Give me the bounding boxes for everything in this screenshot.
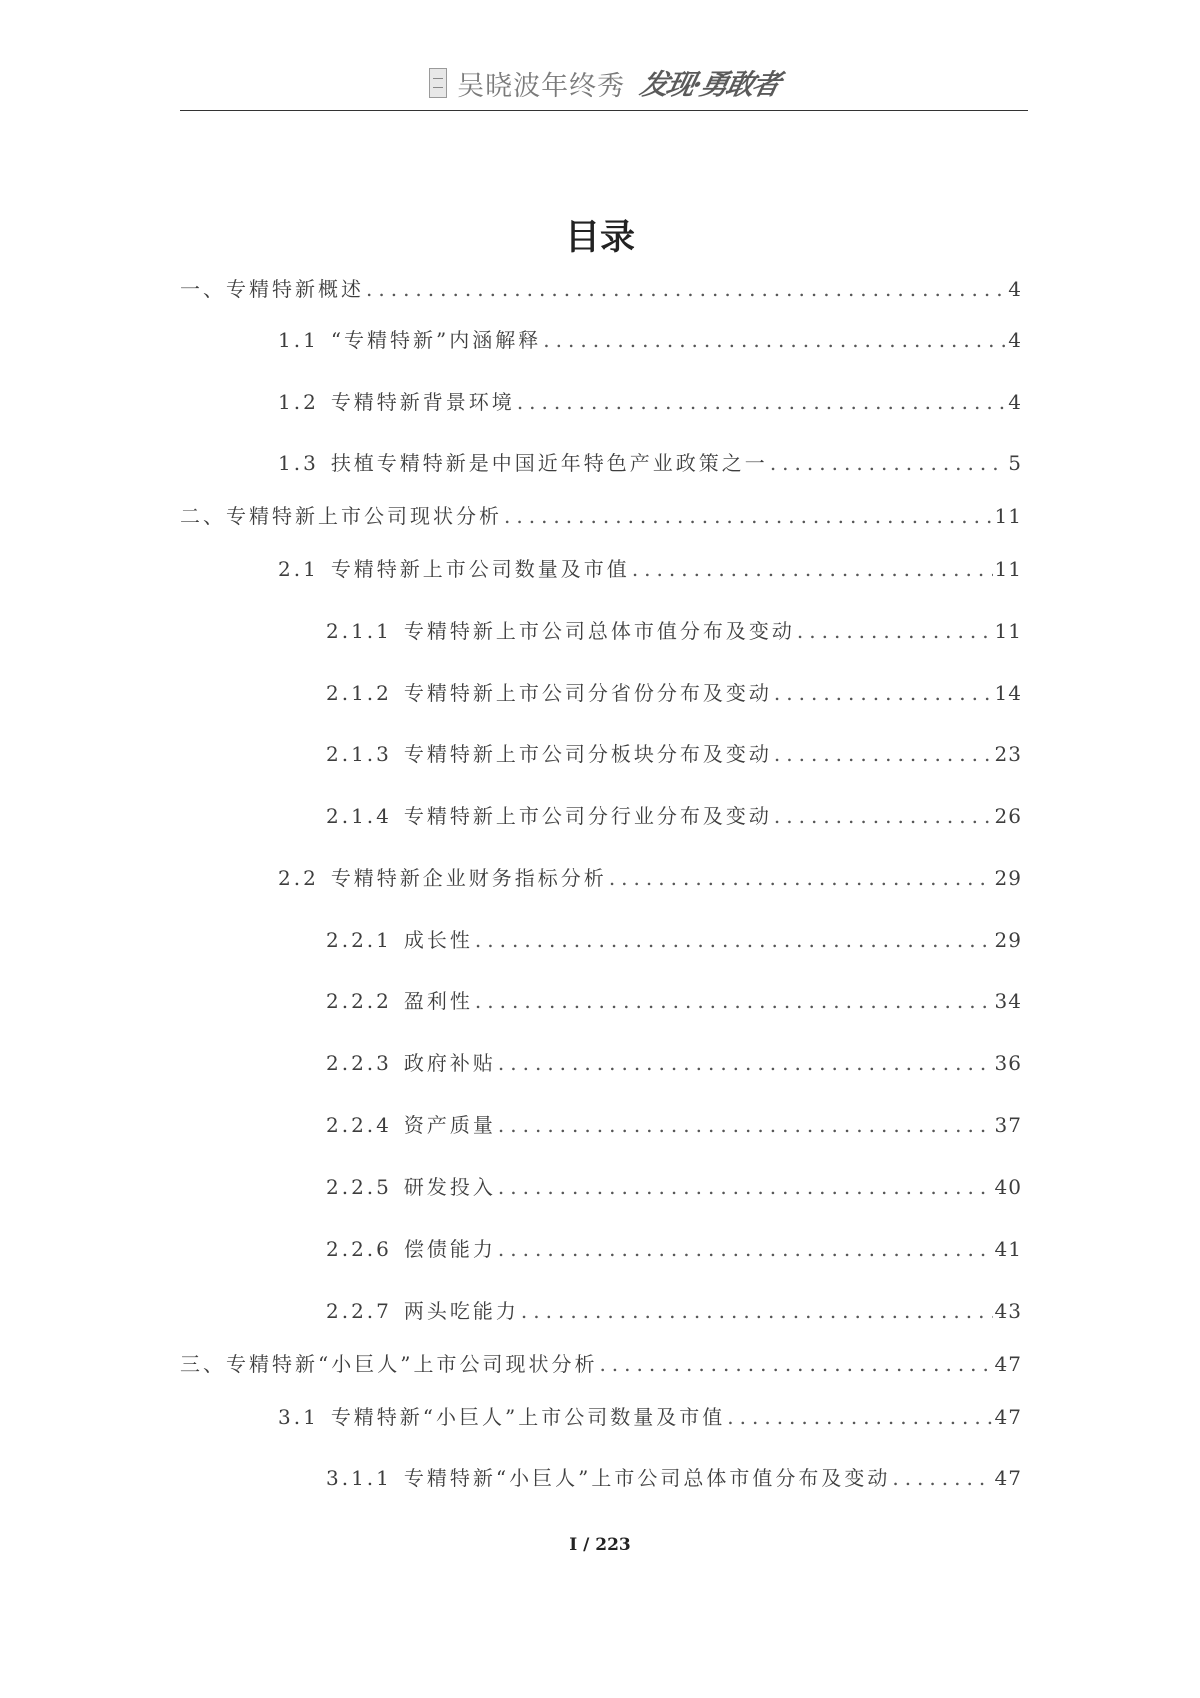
toc-entry-number: 3.1 (278, 1405, 319, 1429)
toc-entry-text: 专精特新背景环境 (330, 390, 515, 414)
toc-entry-page: 4 (1008, 328, 1022, 352)
brush-logo: 发现·勇敢者 (637, 68, 783, 101)
toc-entry-number: 2.2 (278, 866, 319, 890)
toc-entry[interactable] (326, 1297, 1022, 1325)
toc-entry-text: 专精特新“小巨人”上市公司数量及市值 (330, 1405, 726, 1429)
toc-entry-number: 2.2.4 (326, 1113, 392, 1137)
toc-entry-text: 专精特新“小巨人”上市公司总体市值分布及变动 (403, 1466, 891, 1490)
toc-entry-number: 3.1.1 (326, 1466, 392, 1490)
toc-entry[interactable] (326, 1049, 1022, 1077)
toc-entry-number: 1.2 (278, 390, 319, 414)
toc-entry[interactable] (326, 1235, 1022, 1263)
toc-entry-text: 政府补贴 (403, 1051, 496, 1075)
toc-entry[interactable] (180, 275, 1022, 303)
toc-entry-text: 研发投入 (403, 1175, 496, 1199)
toc-entry[interactable] (278, 449, 1022, 477)
toc-leader (774, 802, 993, 830)
toc-entry[interactable] (326, 1464, 1022, 1492)
toc-entry-page: 34 (994, 989, 1022, 1013)
toc-entry-page: 11 (994, 504, 1022, 528)
toc-entry-number: 2.2.7 (326, 1299, 392, 1323)
toc-entry[interactable] (180, 1350, 1022, 1378)
toc-entry-text: 专精特新上市公司分行业分布及变动 (403, 804, 772, 828)
toc-entry[interactable] (326, 802, 1022, 830)
toc-leader (774, 740, 993, 768)
toc-entry-text: 专精特新上市公司数量及市值 (330, 557, 630, 581)
toc-entry-page: 29 (994, 866, 1022, 890)
toc-leader (543, 326, 1006, 354)
toc-entry-number: 2.1.3 (326, 742, 392, 766)
toc-leader (366, 275, 1006, 303)
toc-entry-page: 43 (994, 1299, 1022, 1323)
toc-entry[interactable] (278, 388, 1022, 416)
toc-entry-text: 专精特新上市公司现状分析 (226, 504, 502, 528)
toc-entry-page: 40 (994, 1175, 1022, 1199)
toc-leader (770, 449, 1006, 477)
toc-leader (521, 1297, 993, 1325)
toc-entry-number: 2.2.1 (326, 928, 392, 952)
toc-entry[interactable] (326, 926, 1022, 954)
toc-entry-number: 2.1.1 (326, 619, 392, 643)
toc-entry-number: 一、 (180, 277, 226, 301)
toc-leader (727, 1403, 992, 1431)
header-divider (180, 110, 1028, 111)
page-number: I / 223 (569, 1535, 631, 1555)
toc-entry-page: 47 (994, 1352, 1022, 1376)
toc-entry-text: 成长性 (403, 928, 473, 952)
toc-entry-text: 盈利性 (403, 989, 473, 1013)
toc-entry-number: 2.1.2 (326, 681, 392, 705)
toc-entry-text: 专精特新上市公司总体市值分布及变动 (403, 619, 795, 643)
toc-entry[interactable] (278, 1403, 1022, 1431)
page-header (180, 55, 1028, 115)
toc-entry-page: 4 (1008, 390, 1022, 414)
toc-leader (498, 1111, 993, 1139)
toc-entry-page: 37 (994, 1113, 1022, 1137)
toc-entry-page: 41 (994, 1237, 1022, 1261)
toc-leader (498, 1235, 993, 1263)
toc-entry[interactable] (326, 740, 1022, 768)
toc-leader (797, 617, 993, 645)
toc-entry-text: 偿债能力 (403, 1237, 496, 1261)
toc-entry-number: 2.2.5 (326, 1175, 392, 1199)
toc-entry-number: 2.1.4 (326, 804, 392, 828)
toc-entry-page: 26 (994, 804, 1022, 828)
header-brand (180, 63, 1028, 103)
toc-entry-page: 5 (1008, 451, 1022, 475)
toc-leader (504, 502, 993, 530)
toc-leader (475, 926, 993, 954)
toc-leader (517, 388, 1006, 416)
logo-icon (429, 68, 447, 98)
toc-entry-text: 资产质量 (403, 1113, 496, 1137)
toc-entry-page: 36 (994, 1051, 1022, 1075)
toc-leader (774, 679, 993, 707)
toc-entry[interactable] (278, 555, 1022, 583)
toc-entry-text: 两头吃能力 (403, 1299, 519, 1323)
toc-entry[interactable] (278, 326, 1022, 354)
toc-entry-text: 专精特新概述 (226, 277, 364, 301)
toc-entry[interactable] (326, 987, 1022, 1015)
toc-entry-number: 2.2.3 (326, 1051, 392, 1075)
toc-entry-text: 专精特新上市公司分省份分布及变动 (403, 681, 772, 705)
toc-entry-text: 扶植专精特新是中国近年特色产业政策之一 (330, 451, 768, 475)
toc-entry[interactable] (326, 1111, 1022, 1139)
toc-entry-text: 专精特新上市公司分板块分布及变动 (403, 742, 772, 766)
header-title: 吴晓波年终秀 (457, 70, 626, 102)
toc-leader (498, 1173, 993, 1201)
toc-entry-page: 47 (994, 1466, 1022, 1490)
toc-entry-number: 二、 (180, 504, 226, 528)
toc-leader (632, 555, 993, 583)
toc-entry[interactable] (326, 1173, 1022, 1201)
toc-entry-page: 4 (1008, 277, 1022, 301)
toc-entry-number: 2.1 (278, 557, 319, 581)
toc-entry-number: 2.2.6 (326, 1237, 392, 1261)
toc-entry-page: 14 (994, 681, 1022, 705)
toc-leader (498, 1049, 993, 1077)
toc-entry-text: “专精特新”内涵解释 (330, 328, 542, 352)
toc-entry-text: 专精特新“小巨人”上市公司现状分析 (226, 1352, 598, 1376)
toc-entry-number: 三、 (180, 1352, 226, 1376)
toc-leader (599, 1350, 992, 1378)
toc-entry[interactable] (326, 679, 1022, 707)
toc-leader (892, 1464, 992, 1492)
toc-entry[interactable] (180, 502, 1022, 530)
toc-entry-number: 1.1 (278, 328, 319, 352)
toc-leader (609, 864, 993, 892)
toc-title: 目录 (564, 218, 635, 258)
toc-entry-page: 11 (994, 557, 1022, 581)
toc-entry[interactable] (278, 864, 1022, 892)
toc-entry-page: 47 (994, 1405, 1022, 1429)
toc-entry[interactable] (326, 617, 1022, 645)
toc-entry-number: 1.3 (278, 451, 319, 475)
toc-leader (475, 987, 993, 1015)
toc-entry-page: 11 (994, 619, 1022, 643)
toc-entry-text: 专精特新企业财务指标分析 (330, 866, 607, 890)
toc-entry-page: 23 (994, 742, 1022, 766)
toc-entry-number: 2.2.2 (326, 989, 392, 1013)
toc-entry-page: 29 (994, 928, 1022, 952)
